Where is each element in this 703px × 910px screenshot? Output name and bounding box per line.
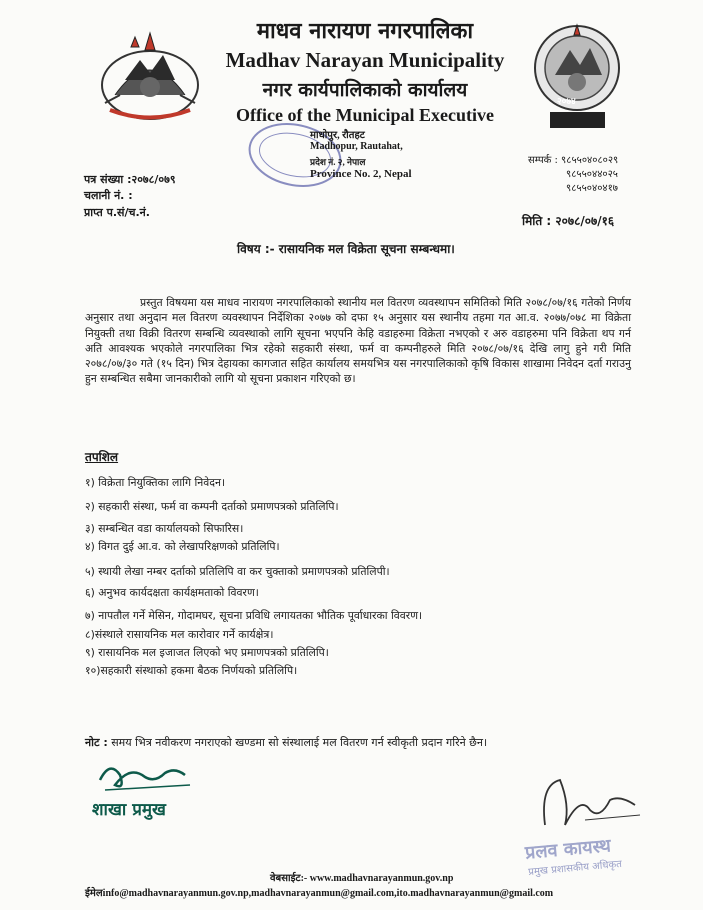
nepal-emblem-icon <box>95 25 205 125</box>
list-item: १) विक्रेता नियुक्तिका लागि निवेदन। <box>85 476 226 489</box>
list-item: ४) विगत दुई आ.व. को लेखापरिक्षणको प्रतिलिपि। <box>85 540 280 553</box>
office-name-np: नगर कार्यपालिकाको कार्यालय <box>262 79 468 101</box>
office-name-en: Office of the Municipal Executive <box>236 105 494 125</box>
phone-number: ९८५५०४४०२५ <box>566 169 618 180</box>
list-item: २) सहकारी संस्था, फर्म वा कम्पनी दर्ताको प्रमाणपत्रको प्रतिलिपि। <box>85 500 339 513</box>
list-item: ३) सम्बन्धित वडा कार्यालयको सिफारिस। <box>85 522 244 535</box>
phone-number: ९८५५०४०४१७ <box>566 183 618 194</box>
list-item: ५) स्थायी लेखा नम्बर दर्ताको प्रतिलिपि वा कर चुक्ताको प्रमाणपत्रको प्रतिलिपी। <box>85 565 390 578</box>
list-item: ८)संस्थाले रासायनिक मल कारोवार गर्ने कार्यक्षेत्र। <box>85 628 274 641</box>
officer-stamp-title: प्रमुख प्रशासकीय अधिकृत <box>527 858 623 879</box>
note-text: समय भित्र नवीकरण नगराएको खण्डमा सो संस्थालाई मल वितरण गर्न स्वीकृती प्रदान गरिने छैन। <box>111 736 488 749</box>
received-number: प्राप्त प.सं/च.नं. <box>84 206 150 219</box>
municipality-name-en: Madhav Narayan Municipality <box>225 48 505 72</box>
phone-number: ९८५५०४०८०२९ <box>561 155 619 166</box>
letter-number: पत्र संख्या :२०७८/०७९ <box>84 173 176 186</box>
note-label: नोट : <box>85 736 108 749</box>
list-item: ६) अनुभव कार्यदक्षता कार्यक्षमताको विवरण। <box>85 586 259 599</box>
body-paragraph: प्रस्तुत विषयमा यस माधव नारायण नगरपालिकाको स्थानीय मल वितरण व्यवस्थापन समितिको मिति २०७८/०७/१६ गतेको निर्णय अनुसार तथा अनुदान मल वितरण व्यवस्थापन निर्देशिका २०७७ को दफा १५ अनुसार यस स्थानीय तहमा गत आ.व. २०७७/०७८ मा विक्रेता नियुक्ती तथा विक्री वितरण सम्बन्धि व्यवस्थाको लागि सूचना भएपनि केहि वडाहरुमा विक्रेता नभएको र अरु वडाहरुमा पनि विक्रेता थप गर्न अति आवश्यक भएकोले नगरपालिका भित्र रहेको सहकारी संस्था, फर्म वा कम्पनीहरुले मिति २०७८/०७/१६ देखि लागु हुने गरी मिति २०७८/०७/३० गते (१५ दिन) भित्र देहायका कागजात सहित कार्यालय समयभित्र यस नगरपालिकाको कृषि विकास शाखामा निवेदन दर्ता गराउनु हुन सम्बन्धित सबैमा जानकारीको लागि यो सूचना प्रकाशन गरिएको छ। <box>85 296 631 386</box>
footer-email: ईमेलinfo@madhavnarayanmun.gov.np,madhavnarayanmun@gmail.com,ito.madhavnarayanmun@gmail.com <box>85 888 554 899</box>
province-np: प्रदेश नं. २, नेपाल <box>310 157 366 167</box>
contact-phone-1 <box>528 152 618 166</box>
footer-website: वेबसाईट:- www.madhavnarayanmun.gov.np <box>270 873 454 884</box>
municipality-name-np: माधव नारायण नगरपालिका <box>256 19 474 44</box>
note-line <box>85 735 645 750</box>
officer-stamp-name: प्रलव कायस्थ <box>524 835 612 864</box>
address-en: Madhopur, Rautahat, <box>310 141 403 152</box>
logo-year: २०७४ <box>557 97 576 107</box>
dispatch-number: चलानी नं. : <box>84 189 133 202</box>
list-item: ९) रासायनिक मल इजाजत लिएको भए प्रमाणपत्रको प्रतिलिपि। <box>85 646 329 659</box>
letter-date: मिति : २०७८/०७/१६ <box>522 214 615 228</box>
province-en: Province No. 2, Nepal <box>310 168 412 180</box>
section-chief-label: शाखा प्रमुख <box>92 800 166 820</box>
municipality-logo-icon <box>530 20 625 135</box>
contact-label: सम्पर्क : <box>528 155 558 166</box>
list-item: १०)सहकारी संस्थाको हकमा बैठक निर्णयको प्रतिलिपि। <box>85 664 298 677</box>
subject-line: विषय :- रासायनिक मल विक्रेता सूचना सम्बन्धमा। <box>237 242 455 256</box>
address-np: माधोपुर, रौतहट <box>310 130 365 141</box>
list-item: ७) नापतौल गर्ने मेसिन, गोदामघर, सूचना प्रविधि लगायतका भौतिक पूर्वाधारका विवरण। <box>85 609 423 622</box>
details-heading: तपशिल <box>85 450 119 464</box>
